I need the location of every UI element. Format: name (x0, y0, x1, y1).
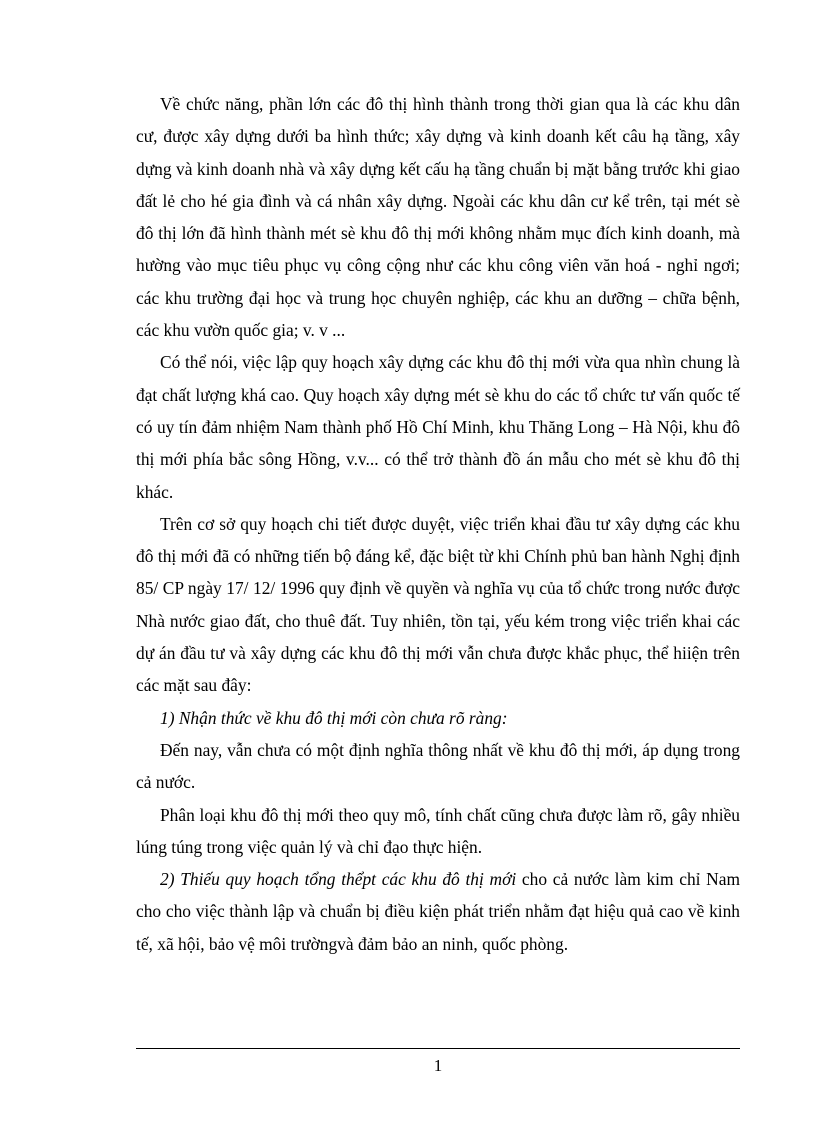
paragraph-5: Phân loại khu đô thị mới theo quy mô, tính chất cũng chưa được làm rõ, gây nhiều lúng túng trong việc quản lý và chỉ đạo thực hiện. (136, 804, 740, 857)
section-heading-2: 2) Thiếu quy hoạch tổng thểpt các khu đô thị mới (160, 869, 517, 890)
paragraph-6 (136, 863, 740, 960)
paragraph-4: Đến nay, vẫn chưa có một định nghĩa thông nhất về khu đô thị mới, áp dụng trong cả nước. (136, 739, 740, 793)
paragraph-6-text: cho cả nước làm kim chỉ Nam cho cho việc thành lập và chuẩn bị điều kiện phát triển nhằm đạt hiệu quả cao về kinh tế, xã hội, bảo vệ môi trườngvà đảm bảo an ninh, quốc phòng. (136, 869, 740, 954)
page-number: 1 (433, 1056, 443, 1075)
paragraph-3: Trên cơ sở quy hoạch chi tiết được duyệt, việc triển khai đầu tư xây dựng các khu đô thị mới đã có những tiến bộ đáng kể, đặc biệt từ khi Chính phủ ban hành Nghị định 85/ CP ngày 17/ 12/ 1996 quy định về quyền và nghĩa vụ của tổ chức trong nước được Nhà nước giao đất, cho thuê đất. Tuy nhiên, tồn tại, yếu kém trong việc triển khai các dự án đầu tư và xây dựng các khu đô thị mới vẫn chưa được khắc phục, thể hiiện trên các mặt sau đây: (136, 513, 740, 696)
paragraph-1: Về chức năng, phần lớn các đô thị hình thành trong thời gian qua là các khu dân cư, được xây dựng dưới ba hình thức; xây dựng và kinh doanh kết câu hạ tầng, xây dựng và kinh doanh nhà và xây dựng kết cấu hạ tầng chuẩn bị mặt bằng trước khi giao đất lẻ cho hé gia đình và cá nhân xây dựng. Ngoài các khu dân cư kể trên, tại mét sè đô thị lớn đã hình thành mét sè khu đô thị mới không nhằm mục đích kinh doanh, mà hường vào mục tiêu phục vụ công cộng như các khu công viên văn hoá - nghỉ ngơi; các khu trường đại học và trung học chuyên nghiệp, các khu an dưỡng – chữa bệnh, các khu vườn quốc gia; v. v ... (136, 94, 740, 341)
footer-divider (136, 1048, 740, 1049)
section-heading-1: 1) Nhận thức về khu đô thị mới còn chưa rõ ràng: (160, 707, 508, 728)
paragraph-2: Có thể nói, việc lập quy hoạch xây dựng các khu đô thị mới vừa qua nhìn chung là đạt chất lượng khá cao. Quy hoạch xây dựng mét sè khu do các tổ chức tư vấn quốc tế có uy tín đảm nhiệm Nam thành phố Hồ Chí Minh, khu Thăng Long – Hà Nội, khu đô thị mới phía bắc sông Hồng, v.v... có thể trở thành đồ án mẫu cho mét sè khu đô thị khác. (136, 352, 740, 502)
document-body (136, 88, 740, 960)
